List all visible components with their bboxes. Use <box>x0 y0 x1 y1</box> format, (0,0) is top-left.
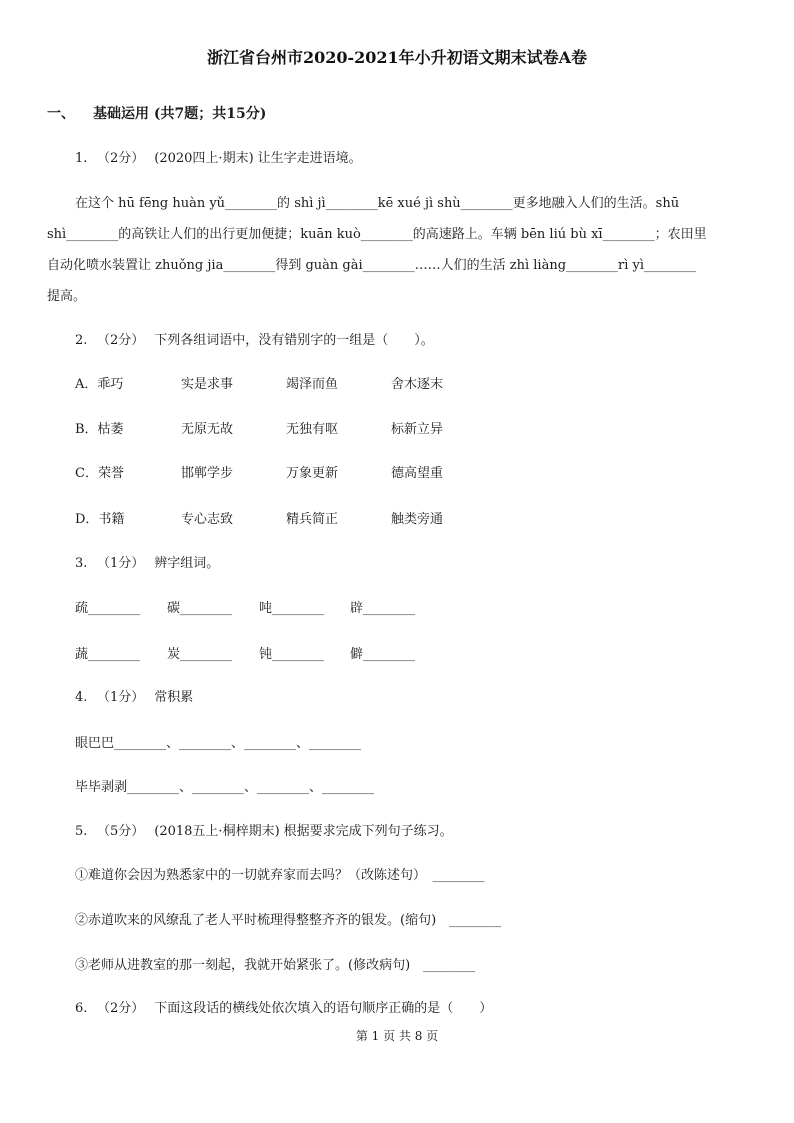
sentence-exercise: ①难道你会因为熟悉家中的一切就弃家而去吗？（改陈述句） ________ <box>75 868 485 883</box>
option-word: 邯郸学步 <box>181 466 234 481</box>
option-word: 德高望重 <box>391 466 444 481</box>
question-score: （2分） <box>97 1001 145 1016</box>
question-stem: 让生字走进语境。 <box>257 151 362 166</box>
option-label: C．荣誉 <box>75 466 124 481</box>
sentence-exercise: ③老师从进教室的那一刻起，我就开始紧张了。(修改病句) ________ <box>75 958 476 973</box>
option-label: B．枯萎 <box>75 422 124 437</box>
question-number: 5. <box>75 824 88 839</box>
word-blank: 辟________ <box>350 601 416 616</box>
question-score: （1分） <box>97 556 145 571</box>
word-blank: 疏________ <box>75 601 141 616</box>
section-text: 基础运用 (共7题；共15分) <box>93 106 267 122</box>
question-stem: 常积累 <box>154 690 194 705</box>
question-stem: 下面这段话的横线处依次填入的语句顺序正确的是（ ） <box>154 1001 493 1016</box>
question-score: （5分） <box>97 824 145 839</box>
option-word: 无原无故 <box>181 422 234 437</box>
page-title: 浙江省台州市2020-2021年小升初语文期末试卷A卷 <box>206 48 588 67</box>
accumulate-line: 眼巴巴________、________、________、________ <box>75 736 362 751</box>
question-6-header <box>75 1000 492 1018</box>
option-label: D．书籍 <box>75 512 125 527</box>
word-blank: 吨________ <box>259 601 325 616</box>
option-word: 实是求事 <box>181 377 234 392</box>
sentence-exercise: ②赤道吹来的风缭乱了老人平时梳理得整整齐齐的银发。(缩句) ________ <box>75 913 502 928</box>
accumulate-line: 毕毕剥剥________、________、________、________ <box>75 780 375 795</box>
word-blank: 僻________ <box>350 647 416 662</box>
question-2-header <box>75 332 434 350</box>
question-score: （2分） <box>97 151 145 166</box>
option-word: 无独有呕 <box>286 422 339 437</box>
option-word: 万象更新 <box>286 466 339 481</box>
question-4-header <box>75 689 193 707</box>
question-score: （2分） <box>97 333 145 348</box>
option-word: 精兵简正 <box>286 512 339 527</box>
option-word: 专心志致 <box>181 512 234 527</box>
question-1-text-line: 提高。 <box>47 289 87 304</box>
question-number: 6. <box>75 1001 88 1016</box>
question-stem: 根据要求完成下列句子练习。 <box>283 824 453 839</box>
question-3-header <box>75 555 219 573</box>
section-number: 一、 <box>47 106 75 122</box>
question-stem: 下列各组词语中，没有错别字的一组是（ ）。 <box>154 333 434 348</box>
option-word: 竭泽而鱼 <box>286 377 339 392</box>
question-source: (2020四上·期末) <box>154 151 254 166</box>
option-word: 标新立异 <box>391 422 444 437</box>
word-blank: 钝________ <box>259 647 325 662</box>
question-1-text-line: shì________的高铁让人们的出行更加便捷；kuān kuò________的高速路上。车辆 bēn liú bù xī________；农田里 <box>47 227 707 242</box>
question-1-header <box>75 150 362 168</box>
word-blank: 碳________ <box>167 601 233 616</box>
question-source: (2018五上·桐梓期末) <box>154 824 280 839</box>
question-stem: 辨字组词。 <box>154 556 220 571</box>
question-number: 2. <box>75 333 88 348</box>
question-score: （1分） <box>97 690 145 705</box>
question-1-text-line: 在这个 hū fēng huàn yǔ________的 shì jì________kē xué jì shù________更多地融入人们的生活。shū <box>75 196 680 211</box>
option-word: 触类旁通 <box>391 512 444 527</box>
question-5-header <box>75 823 453 841</box>
section-heading <box>47 105 266 123</box>
page-footer: 第 1 页 共 8 页 <box>355 1029 439 1043</box>
word-blank: 炭________ <box>167 647 233 662</box>
option-label: A．乖巧 <box>75 377 124 392</box>
question-number: 3. <box>75 556 88 571</box>
question-number: 1. <box>75 151 88 166</box>
question-number: 4. <box>75 690 88 705</box>
option-word: 舍木逐末 <box>391 377 444 392</box>
word-blank: 蔬________ <box>75 647 141 662</box>
question-1-text-line: 自动化喷水装置让 zhuǒng jia________得到 guàn gài________……人们的生活 zhì liàng________rì yì________ <box>47 258 697 273</box>
